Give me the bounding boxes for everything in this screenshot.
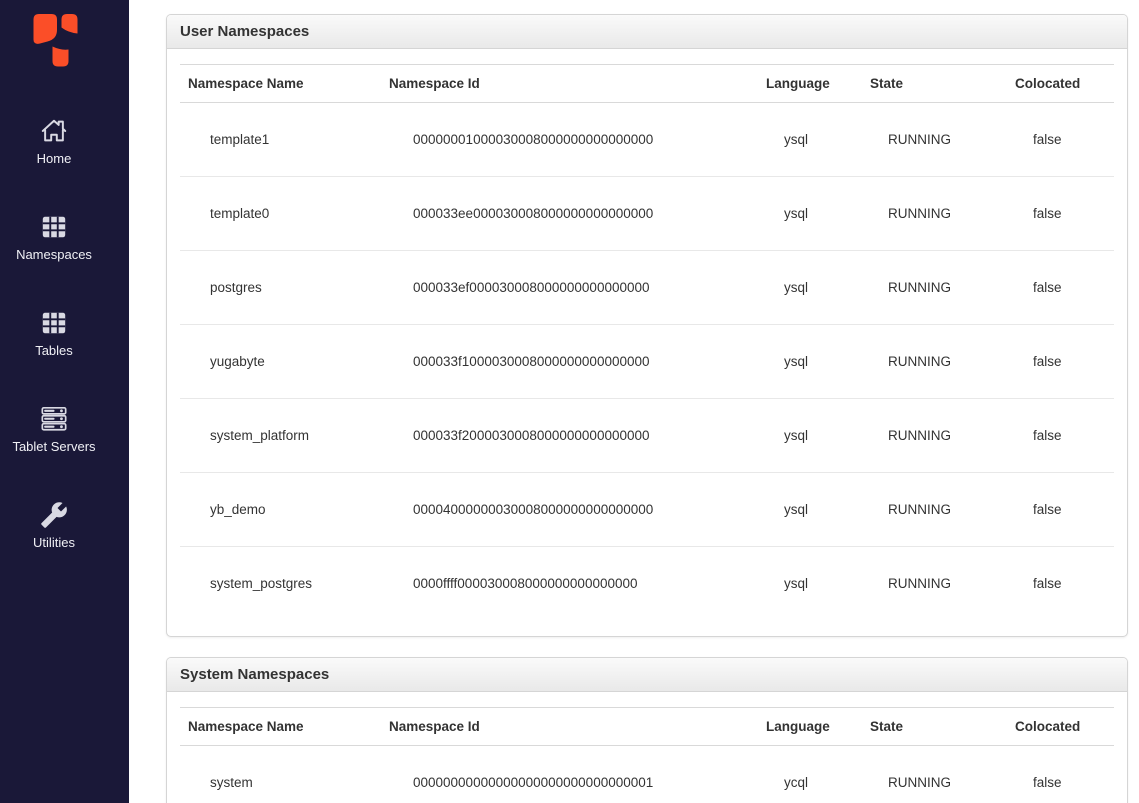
state-cell: RUNNING: [862, 547, 1007, 621]
column-header-language: Language: [758, 708, 862, 746]
table-header-row: [180, 65, 1114, 103]
state-cell: RUNNING: [862, 251, 1007, 325]
namespace-id-cell: 000033f2000030008000000000000000: [381, 399, 758, 473]
colocated-cell: false: [1033, 775, 1062, 790]
sidebar-item-label: Tables: [35, 343, 73, 358]
sidebar-item-label: Tablet Servers: [12, 439, 96, 454]
main-content: [129, 0, 1139, 803]
column-header-colocated: Colocated: [1007, 708, 1114, 746]
namespace-id-cell: 000033f1000030008000000000000000: [381, 325, 758, 399]
namespace-name-cell: system_postgres: [180, 547, 381, 621]
state-cell: RUNNING: [862, 473, 1007, 547]
user-namespaces-panel: [166, 14, 1128, 637]
colocated-cell: false: [1007, 399, 1114, 473]
system-namespaces-panel: [166, 657, 1128, 803]
namespace-name-cell: yb_demo: [180, 473, 381, 547]
language-cell: ysql: [758, 251, 862, 325]
language-cell: ysql: [758, 399, 862, 473]
language-cell: ysql: [758, 547, 862, 621]
namespace-name-cell: yugabyte: [180, 325, 381, 399]
sidebar-item-tablet-servers[interactable]: [0, 393, 108, 489]
sidebar-item-label: Utilities: [33, 535, 75, 550]
namespace-name-cell: template0: [180, 177, 381, 251]
column-header-language: Language: [758, 65, 862, 103]
state-cell: RUNNING: [862, 325, 1007, 399]
column-header-namespace-name: Namespace Name: [180, 708, 381, 746]
language-cell: ysql: [784, 132, 809, 147]
colocated-cell: false: [1007, 547, 1114, 621]
colocated-cell: false: [1007, 251, 1114, 325]
table-row: [180, 473, 1114, 547]
home-icon: [40, 116, 68, 146]
system-namespaces-body: [167, 692, 1127, 803]
namespace-id-cell: 0000ffff000030008000000000000000: [381, 547, 758, 621]
table-row: [180, 177, 1114, 251]
table-row: [180, 103, 1114, 177]
panel-title: System Namespaces: [180, 666, 330, 683]
utilities-wrench-icon: [40, 500, 68, 530]
system-namespaces-heading: [167, 658, 1127, 692]
table-row: [180, 251, 1114, 325]
table-row: [180, 399, 1114, 473]
namespace-id-cell: 00000001000030008000000000000000: [413, 132, 654, 147]
tablet-servers-icon: [40, 404, 68, 434]
table-row: [180, 325, 1114, 399]
sidebar-item-tables[interactable]: [0, 297, 108, 393]
column-header-namespace-name: Namespace Name: [180, 65, 381, 103]
namespace-name-cell: system_platform: [180, 399, 381, 473]
language-cell: ysql: [758, 325, 862, 399]
yugabyte-logo-icon: [30, 10, 80, 68]
language-cell: ycql: [784, 775, 809, 790]
colocated-cell: false: [1007, 473, 1114, 547]
state-cell: RUNNING: [862, 399, 1007, 473]
column-header-state: State: [862, 708, 1007, 746]
column-header-namespace-id: Namespace Id: [381, 65, 758, 103]
table-row: [180, 547, 1114, 621]
sidebar-item-utilities[interactable]: [0, 489, 108, 585]
column-header-colocated: Colocated: [1007, 65, 1114, 103]
system-namespaces-table: [180, 707, 1114, 803]
namespace-id-cell: 000033ee000030008000000000000000: [381, 177, 758, 251]
sidebar-item-label: Home: [36, 151, 72, 166]
state-cell: RUNNING: [888, 775, 951, 790]
colocated-cell: false: [1007, 325, 1114, 399]
user-namespaces-heading: [167, 15, 1127, 49]
user-namespaces-body: [167, 49, 1127, 636]
namespace-name-cell: system: [210, 775, 253, 790]
sidebar-item-label: Namespaces: [16, 247, 92, 262]
user-namespaces-table: [180, 64, 1114, 620]
table-row: [180, 746, 1114, 803]
namespaces-grid-icon: [40, 212, 68, 242]
sidebar-item-namespaces[interactable]: [0, 201, 108, 297]
namespace-name-cell: template1: [210, 132, 270, 147]
panel-title: User Namespaces: [180, 23, 310, 40]
tables-grid-icon: [40, 308, 68, 338]
sidebar-item-home[interactable]: [0, 105, 108, 201]
language-cell: ysql: [758, 177, 862, 251]
table-header-row: [180, 708, 1114, 746]
colocated-cell: false: [1033, 132, 1062, 147]
column-header-namespace-id: Namespace Id: [381, 708, 758, 746]
namespace-id-cell: 000033ef000030008000000000000000: [381, 251, 758, 325]
sidebar: [0, 0, 129, 803]
yugabyte-logo[interactable]: [0, 0, 129, 73]
namespace-name-cell: postgres: [180, 251, 381, 325]
colocated-cell: false: [1007, 177, 1114, 251]
language-cell: ysql: [758, 473, 862, 547]
column-header-state: State: [862, 65, 1007, 103]
state-cell: RUNNING: [862, 177, 1007, 251]
sidebar-nav: [0, 105, 129, 585]
namespace-id-cell: 00000000000000000000000000000001: [413, 775, 654, 790]
state-cell: RUNNING: [888, 132, 951, 147]
namespace-id-cell: 00004000000030008000000000000000: [381, 473, 758, 547]
